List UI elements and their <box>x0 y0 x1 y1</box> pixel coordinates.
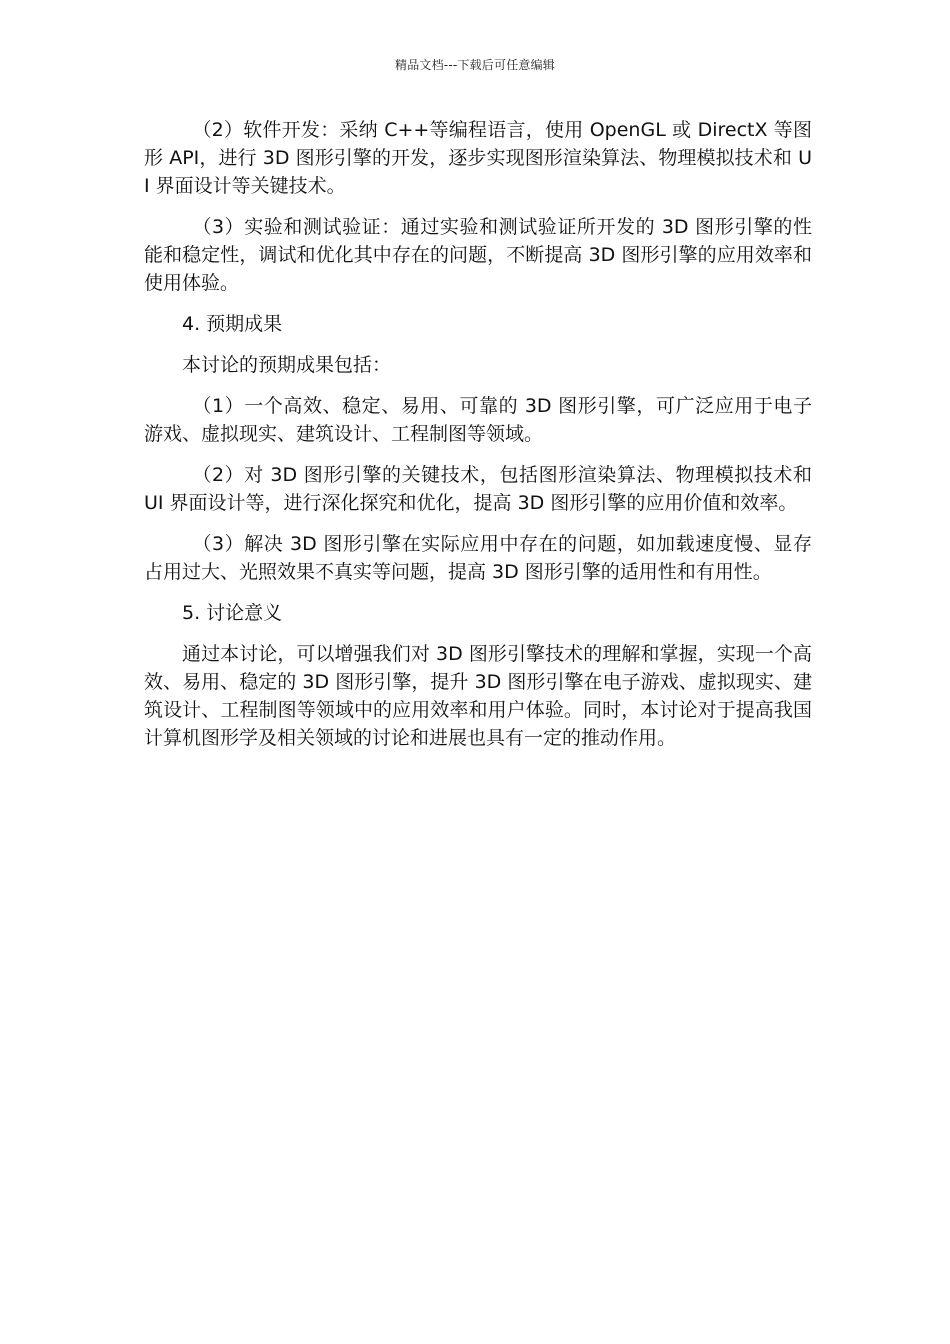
paragraph-result-2: （2）对 3D 图形引擎的关键技术，包括图形渲染算法、物理模拟技术和 UI 界面设计等，进行深化探究和优化，提高 3D 图形引擎的应用价值和效率。 <box>144 464 812 514</box>
paragraph-significance: 通过本讨论，可以增强我们对 3D 图形引擎技术的理解和掌握，实现一个高效、易用、稳定的 3D 图形引擎，提升 3D 图形引擎在电子游戏、虚拟现实、建筑设计、工程制图等领域中的应用效率和用户体验。同时，本讨论对于提高我国计算机图形学及相关领域的讨论和进展也具有一定的推动作用。 <box>144 643 812 749</box>
paragraph-expected-results-intro: 本讨论的预期成果包括： <box>182 354 392 376</box>
paragraph-testing-validation: （3）实验和测试验证：通过实验和测试验证所开发的 3D 图形引擎的性能和稳定性，调试和优化其中存在的问题，不断提高 3D 图形引擎的应用效率和使用体验。 <box>144 216 812 294</box>
paragraph-result-1: （1）一个高效、稳定、易用、可靠的 3D 图形引擎，可广泛应用于电子游戏、虚拟现实、建筑设计、工程制图等领域。 <box>144 395 812 445</box>
paragraph-software-development: （2）软件开发：采纳 C++等编程语言，使用 OpenGL 或 DirectX 等图形 API，进行 3D 图形引擎的开发，逐步实现图形渲染算法、物理模拟技术和 UI 界面设计等关键技术。 <box>144 119 812 197</box>
document-body <box>144 116 812 765</box>
paragraph-result-3: （3）解决 3D 图形引擎在实际应用中存在的问题，如加载速度慢、显存占用过大、光照效果不真实等问题，提高 3D 图形引擎的适用性和有用性。 <box>144 533 812 583</box>
page-header: 精品文档---下载后可任意编辑 <box>395 58 555 72</box>
section-heading-expected-results: 4. 预期成果 <box>182 313 283 335</box>
section-heading-significance: 5. 讨论意义 <box>182 602 283 624</box>
